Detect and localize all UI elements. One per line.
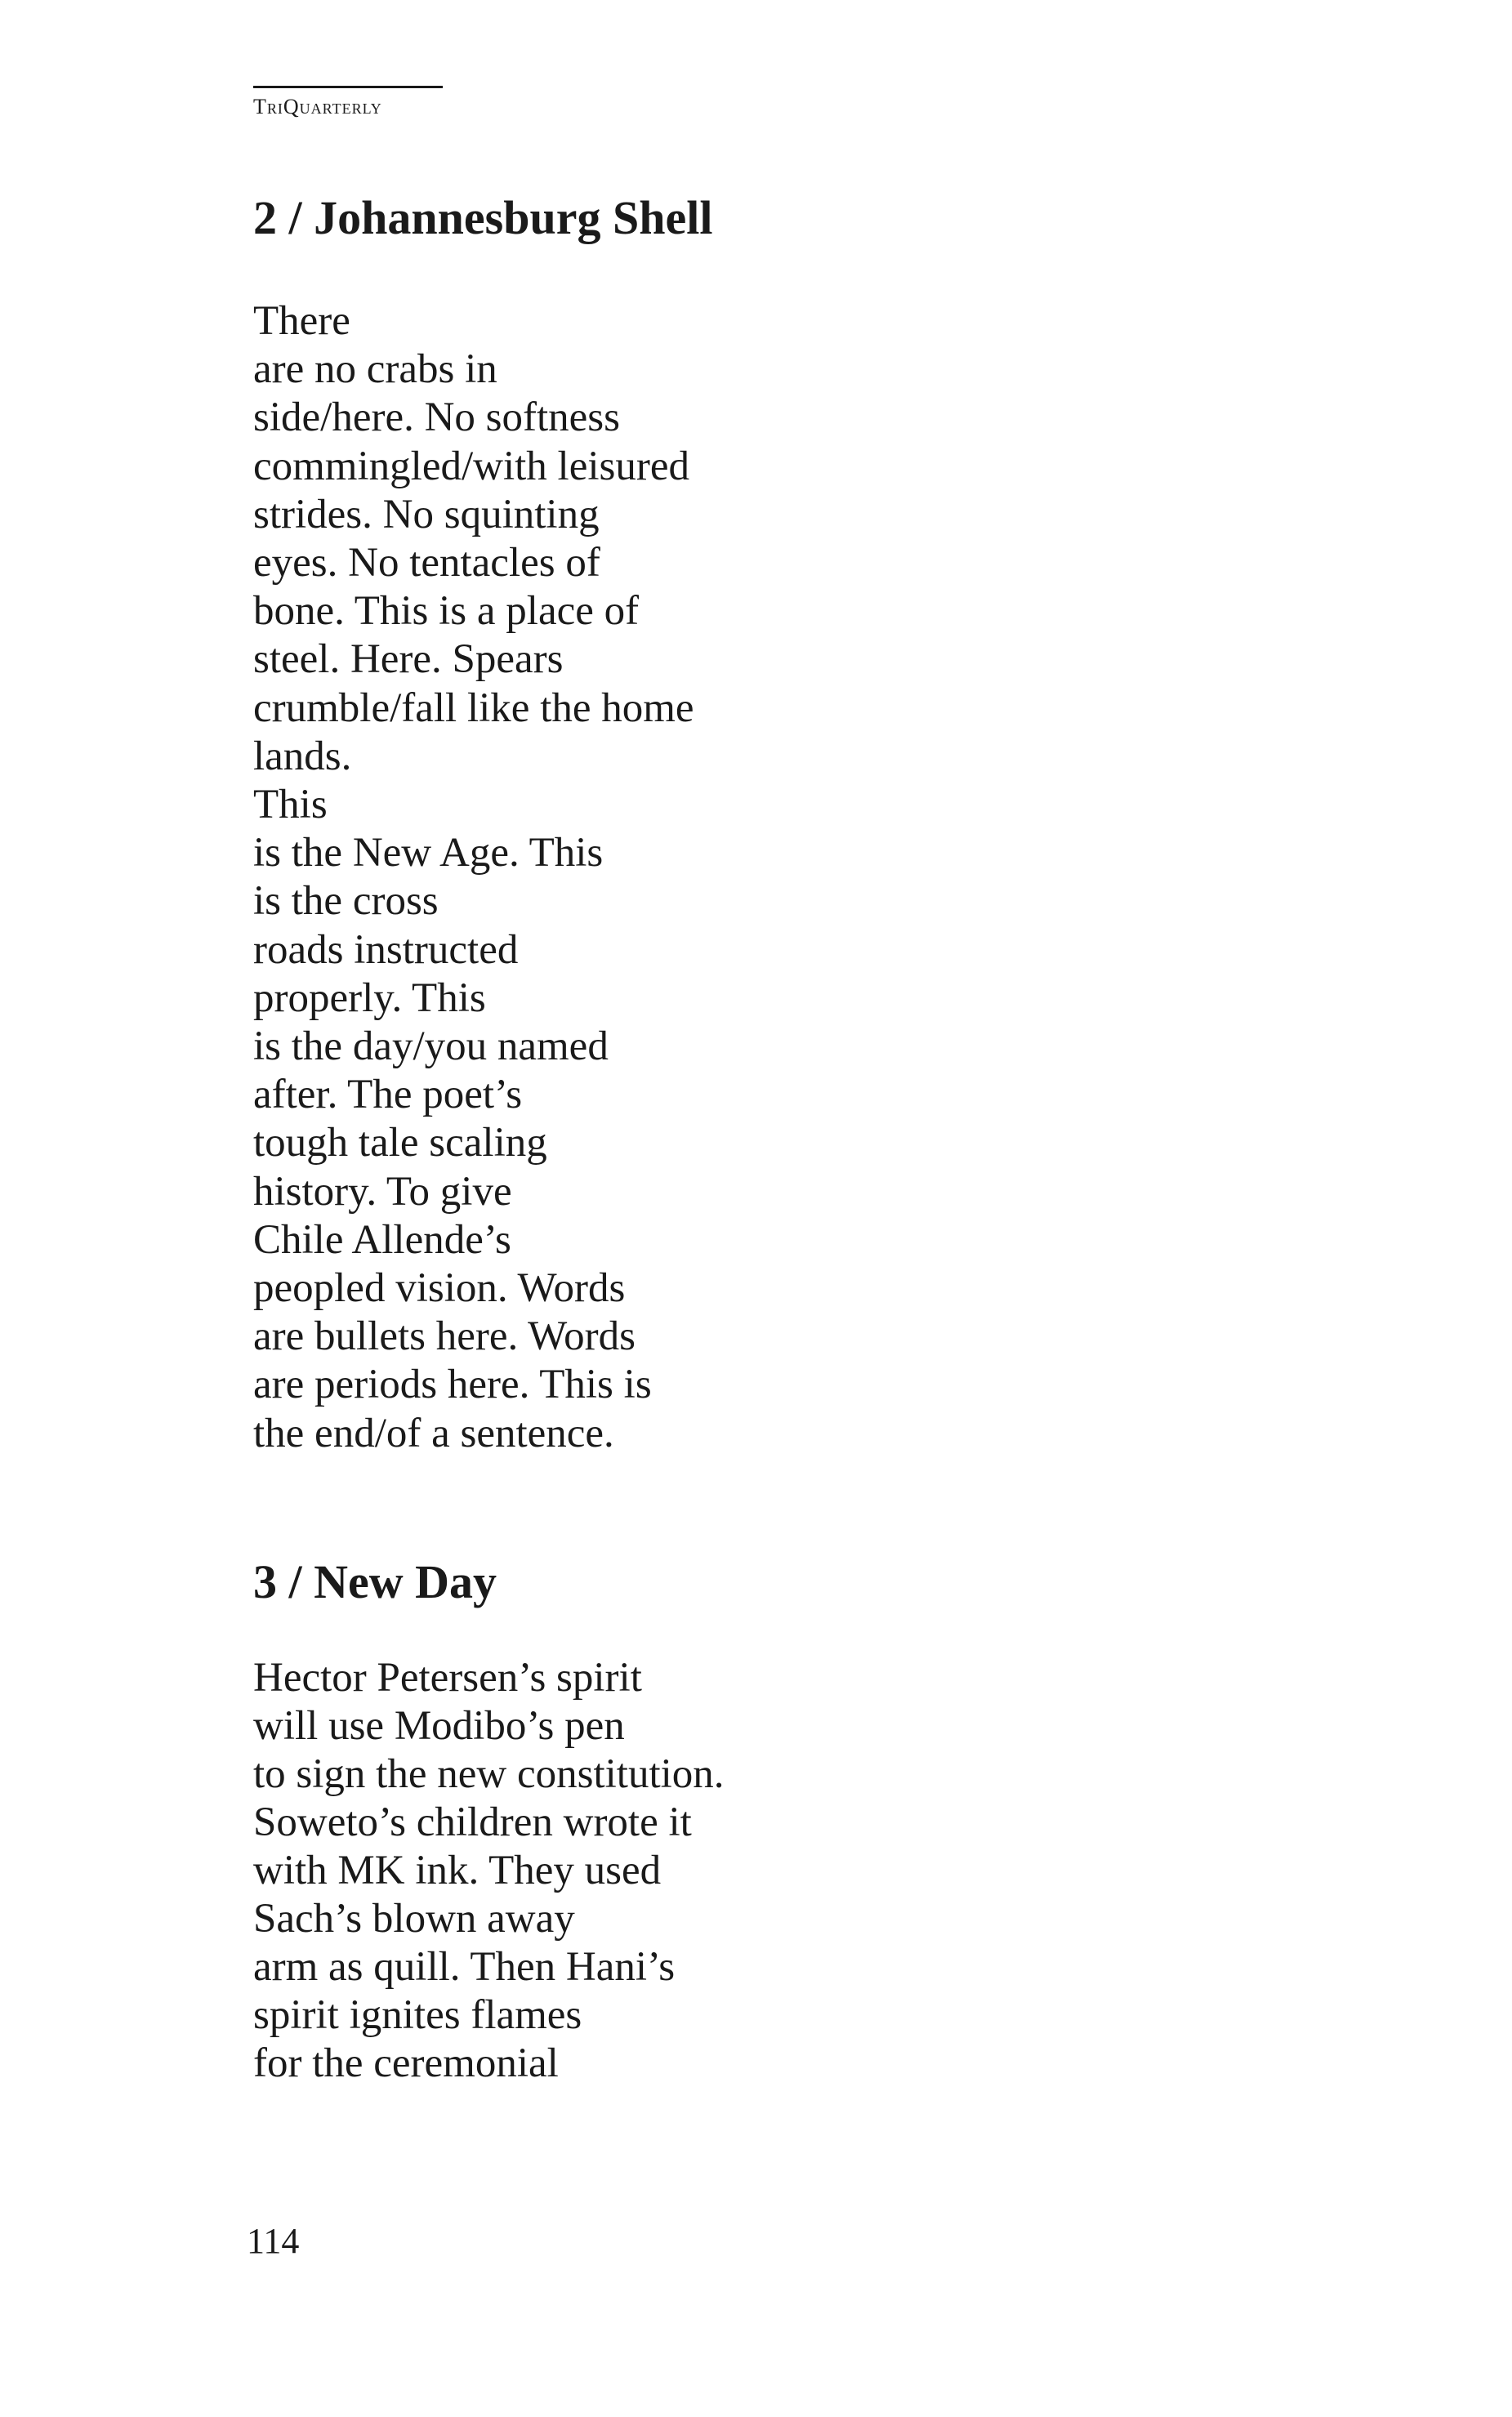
poem-line: are bullets here. Words (253, 1313, 636, 1360)
section-title-johannesburg-shell: 2 / Johannesburg Shell (253, 191, 713, 244)
poem-line: lands. (253, 733, 352, 779)
poem-line: roads instructed (253, 926, 519, 973)
poem-line: Sach’s blown away (253, 1896, 575, 1942)
poem-line: are no crabs in (253, 346, 497, 393)
running-head-rule (253, 86, 443, 88)
poem-line: strides. No squinting (253, 491, 600, 537)
poem-line: arm as quill. Then Hani’s (253, 1944, 676, 1990)
poem-line: are periods here. This is (253, 1362, 652, 1408)
page-number: 114 (247, 2221, 300, 2261)
poem-line: with MK ink. They used (253, 1848, 662, 1893)
poem-line: is the New Age. This (253, 830, 604, 876)
running-head (253, 86, 443, 118)
poem-line: is the day/you named (253, 1023, 609, 1070)
poem-line: spirit ignites flames (253, 1992, 582, 2038)
journal-name: TriQuarterly (253, 95, 382, 118)
poem-line: for the ceremonial (253, 2040, 559, 2086)
poem-line: after. The poet’s (253, 1072, 523, 1118)
poem-line: bone. This is a place of (253, 588, 640, 635)
poem-line: to sign the new constitution. (253, 1751, 725, 1797)
poem-line: is the cross (253, 878, 439, 925)
section-title-new-day: 3 / New Day (253, 1555, 497, 1608)
poem-line: tough tale scaling (253, 1120, 547, 1166)
poem-johannesburg-shell (253, 297, 694, 1458)
poem-line: Chile Allende’s (253, 1216, 511, 1263)
poem-line: This (253, 782, 328, 828)
poem-line: the end/of a sentence. (253, 1410, 614, 1456)
poem-line: crumble/fall like the home (253, 685, 694, 731)
poem-new-day (253, 1654, 725, 2088)
poem-line: Soweto’s children wrote it (253, 1799, 692, 1845)
poem-line: Hector Petersen’s spirit (253, 1655, 642, 1701)
poem-line: commingled/with leisured (253, 443, 689, 489)
poem-line: side/here. No softness (253, 395, 620, 441)
poem-line: properly. This (253, 974, 486, 1021)
poem-line: eyes. No tentacles of (253, 540, 600, 586)
poem-line: steel. Here. Spears (253, 636, 564, 683)
poem-line: history. To give (253, 1168, 512, 1215)
poem-line: There (253, 298, 350, 344)
poem-line: will use Modibo’s pen (253, 1703, 625, 1749)
poem-line: peopled vision. Words (253, 1265, 626, 1312)
